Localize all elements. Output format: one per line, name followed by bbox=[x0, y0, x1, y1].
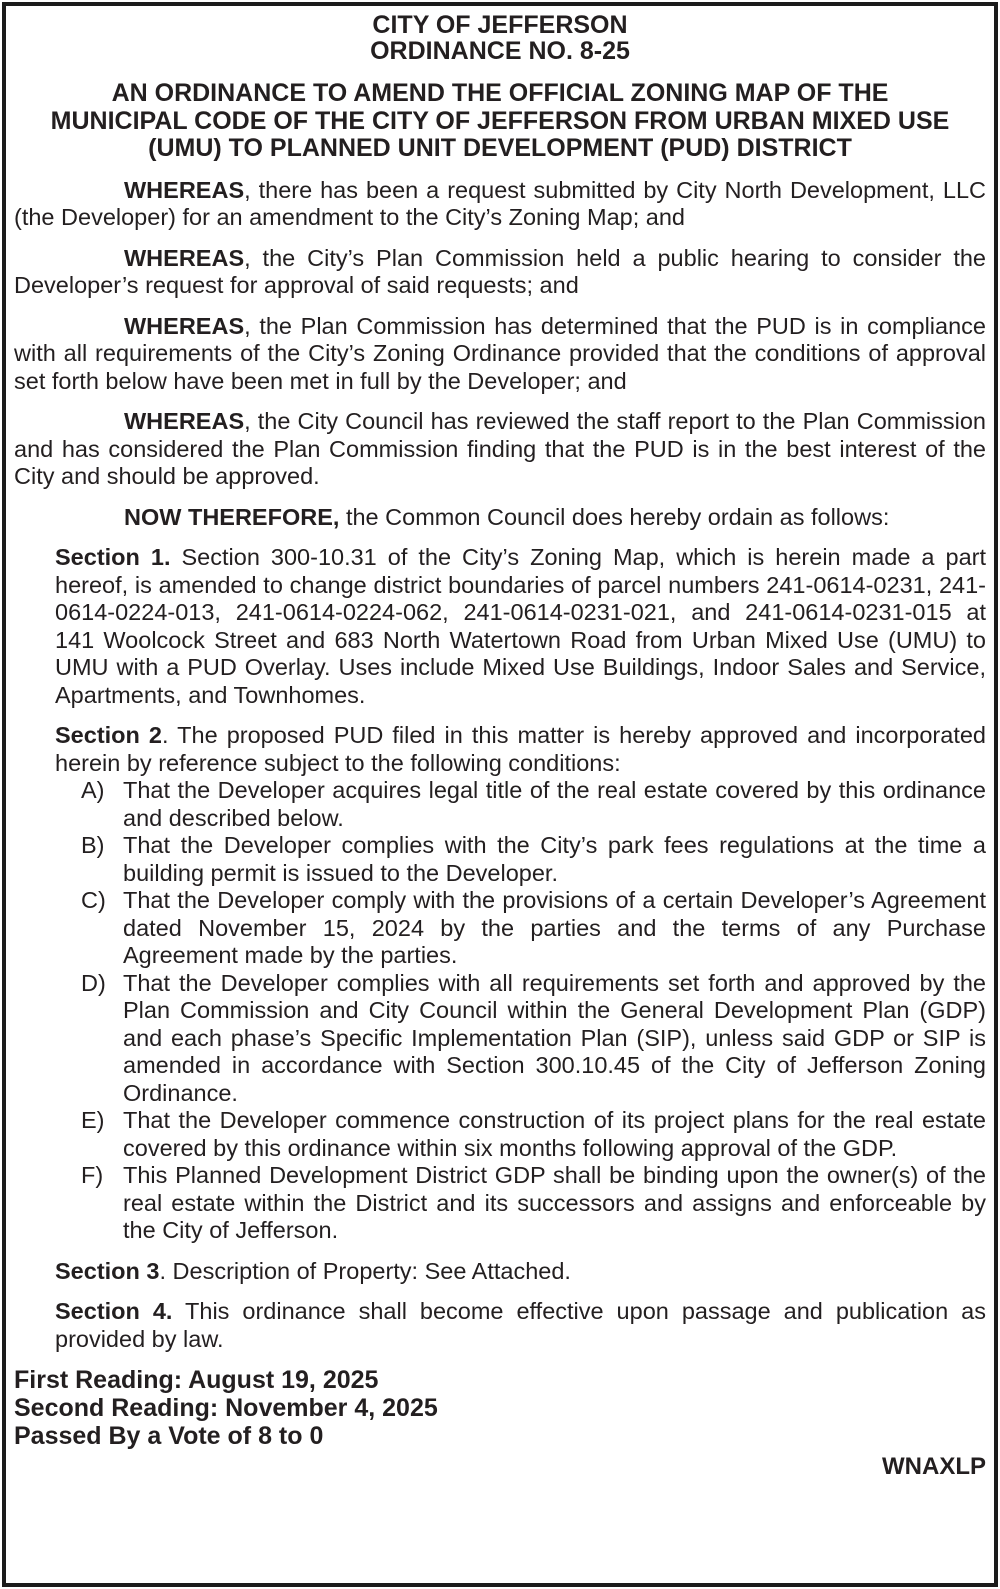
section-4-lead: Section 4. bbox=[55, 1298, 173, 1324]
section-1 bbox=[55, 544, 986, 709]
ordinance-notice-page bbox=[2, 2, 998, 1587]
section-2-lead: Section 2 bbox=[55, 722, 162, 748]
second-reading-line: Second Reading: November 4, 2025 bbox=[14, 1394, 438, 1422]
section-3-text: . Description of Property: See Attached. bbox=[159, 1257, 571, 1284]
section-1-lead: Section 1. bbox=[55, 544, 171, 570]
vote-line: Passed By a Vote of 8 to 0 bbox=[14, 1422, 324, 1450]
condition-c-label: C) bbox=[81, 887, 106, 913]
ordinance-subtitle: AN ORDINANCE TO AMEND THE OFFICIAL ZONING MAP OF THE MUNICIPAL CODE OF THE CITY OF JEFFERSON FROM URBAN MIXED USE (UMU) TO PLANNED UNIT DEVELOPMENT (PUD) DISTRICT bbox=[50, 79, 950, 162]
legal-notice-mark: WNAXLP bbox=[882, 1453, 986, 1480]
title-ordinance-number: ORDINANCE NO. 8-25 bbox=[370, 37, 630, 65]
condition-e bbox=[14, 1107, 986, 1162]
section-4-text: This ordinance shall become effective upon passage and publication as provided by law. bbox=[55, 1298, 986, 1352]
whereas-text: , there has been a request submitted by City North Development, LLC (the Developer) for an amendment to the City’s Zoning Map; and bbox=[14, 176, 986, 230]
whereas-lead: WHEREAS bbox=[124, 244, 245, 271]
whereas-clause-2 bbox=[14, 245, 986, 300]
whereas-text: , the City Council has reviewed the staff report to the Plan Commission and has considered the Plan Commission finding that the PUD is in the best interest of the City and should be approved. bbox=[14, 408, 986, 489]
condition-d-text: That the Developer complies with all requirements set forth and approved by the Plan Commission and City Council within the General Development Plan (GDP) and each phase’s Specific Implementation Plan (SIP), unless said GDP or SIP is amended in accordance with Section 300.10.45 of the City of Jefferson Zoning Ordinance. bbox=[123, 969, 986, 1106]
ordain-lead: NOW THEREFORE, bbox=[124, 503, 340, 530]
condition-e-text: That the Developer commence construction of its project plans for the real estate covered by this ordinance within six months following approval of the GDP. bbox=[123, 1107, 986, 1161]
condition-b-label: B) bbox=[81, 832, 105, 858]
whereas-lead: WHEREAS bbox=[124, 408, 245, 434]
condition-e-label: E) bbox=[81, 1107, 105, 1133]
ordain-clause bbox=[14, 504, 986, 532]
section-1-text: Section 300-10.31 of the City’s Zoning Map, which is herein made a part hereof, is amended to change district boundaries of parcel numbers 241-0614-0231, 241-0614-0224-013, 241-0614-0224-062, 241-0614-0231-021, and 241-0614-0231-015 at 141 Woolcock Street and 683 North Watertown Road from Urban Mixed Use (UMU) to UMU with a PUD Overlay. Uses include Mixed Use Buildings, Indoor Sales and Service, Apartments, and Townhomes. bbox=[55, 544, 986, 708]
whereas-lead: WHEREAS bbox=[124, 312, 245, 339]
whereas-text: , the City’s Plan Commission held a public hearing to consider the Developer’s request for approval of said requests; and bbox=[14, 244, 986, 298]
whereas-clause-4 bbox=[14, 408, 986, 491]
ordain-text: the Common Council does hereby ordain as follows: bbox=[339, 503, 890, 530]
whereas-text: , the Plan Commission has determined that the PUD is in compliance with all requirements of the City’s Zoning Ordinance provided that the conditions of approval set forth below have been met in full by the Developer; and bbox=[14, 312, 986, 394]
condition-f bbox=[14, 1162, 986, 1245]
section-2 bbox=[55, 722, 986, 777]
reading-record bbox=[14, 1366, 986, 1450]
condition-b bbox=[14, 832, 986, 887]
whereas-lead: WHEREAS bbox=[124, 176, 245, 203]
title-city: CITY OF JEFFERSON bbox=[372, 11, 628, 39]
section-4 bbox=[55, 1298, 986, 1353]
condition-a-text: That the Developer acquires legal title of the real estate covered by this ordinance and described below. bbox=[123, 777, 986, 831]
section-3-lead: Section 3 bbox=[55, 1257, 160, 1284]
section-2-conditions-list bbox=[14, 777, 986, 1245]
condition-a-label: A) bbox=[81, 777, 105, 803]
condition-c-text: That the Developer comply with the provisions of a certain Developer’s Agreement dated November 15, 2024 by the parties and the terms of any Purchase Agreement made by the parties. bbox=[123, 887, 986, 968]
whereas-clause-1 bbox=[14, 177, 986, 232]
condition-c bbox=[14, 887, 986, 970]
section-3 bbox=[55, 1258, 986, 1286]
section-2-text: . The proposed PUD filed in this matter is hereby approved and incorporated herein by reference subject to the following conditions: bbox=[55, 722, 986, 776]
whereas-clause-3 bbox=[14, 313, 986, 396]
first-reading-line: First Reading: August 19, 2025 bbox=[14, 1366, 379, 1394]
condition-d bbox=[14, 970, 986, 1108]
condition-d-label: D) bbox=[81, 969, 106, 996]
condition-b-text: That the Developer complies with the City’s park fees regulations at the time a building permit is issued to the Developer. bbox=[123, 832, 986, 886]
condition-f-text: This Planned Development District GDP shall be binding upon the owner(s) of the real estate within the District and its successors and assigns and enforceable by the City of Jefferson. bbox=[123, 1162, 986, 1243]
page-title bbox=[14, 12, 986, 64]
condition-f-label: F) bbox=[81, 1162, 104, 1188]
condition-a bbox=[14, 777, 986, 832]
